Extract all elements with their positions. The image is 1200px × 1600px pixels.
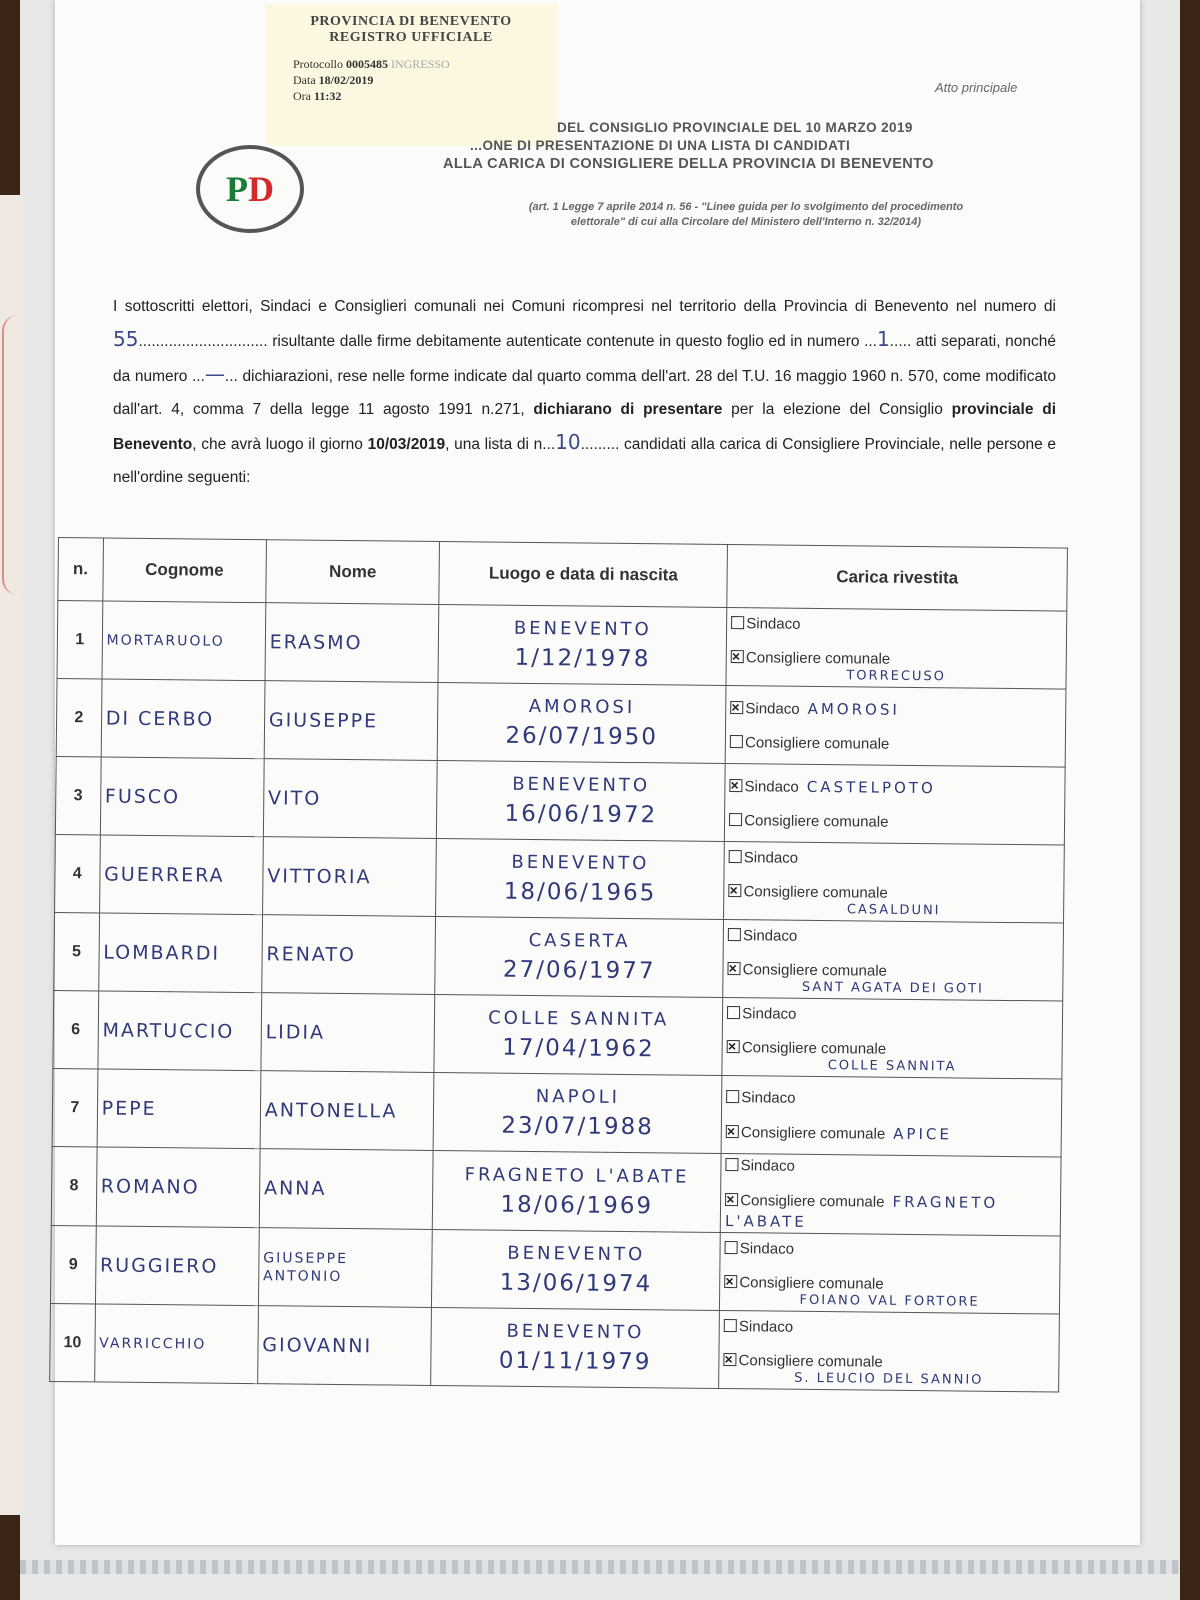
cell-n: 10 bbox=[50, 1303, 95, 1381]
comune-handwritten: AMOROSI bbox=[807, 699, 900, 719]
option-consigliere: ×Consigliere comunale bbox=[727, 1038, 1058, 1061]
consigliere-checkbox[interactable] bbox=[729, 813, 742, 826]
cell-nome: GIUSEPPE ANTONIO bbox=[258, 1228, 432, 1308]
cell-n: 6 bbox=[53, 990, 98, 1068]
party-logo: P D bbox=[196, 145, 304, 233]
table-row bbox=[57, 601, 1067, 690]
option-sindaco: Sindaco bbox=[731, 614, 1062, 637]
cell-luogo-data: BENEVENTO 1/12/1978 bbox=[438, 604, 727, 685]
sindaco-checkbox[interactable] bbox=[729, 850, 742, 863]
table-row bbox=[56, 678, 1066, 767]
comune-handwritten: COLLE SANNITA bbox=[827, 1057, 957, 1074]
cell-carica bbox=[719, 1310, 1060, 1392]
option-sindaco: Sindaco bbox=[724, 1317, 1055, 1340]
cell-luogo-data: AMOROSI 26/07/1950 bbox=[438, 682, 727, 763]
cell-n: 9 bbox=[50, 1225, 95, 1303]
cell-nome: VITO bbox=[263, 759, 437, 839]
cell-luogo-data: NAPOLI 23/07/1988 bbox=[433, 1072, 722, 1153]
cell-n: 5 bbox=[54, 912, 99, 990]
cell-luogo-data: BENEVENTO 16/06/1972 bbox=[437, 760, 726, 841]
sindaco-checkbox[interactable] bbox=[726, 1090, 739, 1103]
comune-handwritten: TORRECUSO bbox=[846, 667, 947, 684]
header-line3: ALLA CARICA DI CONSIGLIERE DELLA PROVINCIA DI BENEVENTO bbox=[443, 156, 934, 172]
header-line1: DEL CONSIGLIO PROVINCIALE DEL 10 MARZO 2019 bbox=[557, 120, 913, 135]
header-n: n. bbox=[58, 538, 103, 601]
option-sindaco: Sindaco bbox=[726, 1088, 1057, 1111]
cell-cognome: GUERRERA bbox=[99, 835, 263, 915]
comune-handwritten: CASALDUNI bbox=[846, 901, 941, 918]
option-consigliere: ×Consigliere comunale bbox=[731, 648, 1062, 671]
stamp-protocollo: Protocollo 0005485 INGRESSO bbox=[293, 57, 450, 71]
cell-carica bbox=[720, 1153, 1061, 1236]
table-header-row bbox=[58, 538, 1068, 612]
stamp-line2: REGISTRO UFFICIALE bbox=[329, 30, 493, 45]
table-row bbox=[51, 1146, 1061, 1236]
cell-cognome: PEPE bbox=[97, 1069, 261, 1149]
cell-nome: ERASMO bbox=[265, 603, 439, 683]
cell-cognome: DI CERBO bbox=[101, 679, 265, 759]
option-consigliere: ×Consigliere comunale FRAGNETO L'ABATE bbox=[725, 1190, 1056, 1235]
cell-carica bbox=[723, 919, 1064, 1001]
cell-nome: LIDIA bbox=[261, 993, 435, 1073]
comune-handwritten: FRAGNETO L'ABATE bbox=[724, 1192, 999, 1231]
consigliere-checkbox[interactable] bbox=[731, 650, 744, 663]
cell-carica bbox=[726, 608, 1067, 690]
sindaco-checkbox[interactable] bbox=[725, 1241, 738, 1254]
cell-nome: GIUSEPPE bbox=[264, 681, 438, 761]
header-line2: ...ONE DI PRESENTAZIONE DI UNA LISTA DI CANDIDATI bbox=[470, 138, 851, 153]
cell-carica bbox=[725, 686, 1066, 768]
cell-carica bbox=[724, 841, 1065, 923]
sindaco-checkbox[interactable] bbox=[731, 616, 744, 629]
option-consigliere: Consigliere comunale bbox=[730, 733, 1061, 756]
table-row bbox=[50, 1225, 1060, 1314]
option-sindaco: Sindaco bbox=[729, 848, 1060, 871]
cell-carica bbox=[725, 764, 1066, 846]
cell-luogo-data: COLLE SANNITA 17/04/1962 bbox=[434, 994, 723, 1075]
consigliere-checkbox[interactable] bbox=[730, 735, 743, 748]
table-row bbox=[55, 756, 1065, 845]
comune-handwritten: CASTELPOTO bbox=[806, 777, 936, 798]
sindaco-checkbox[interactable] bbox=[730, 779, 743, 792]
cell-nome: GIOVANNI bbox=[257, 1306, 431, 1386]
header-cognome: Cognome bbox=[103, 538, 267, 603]
option-sindaco: ×Sindaco CASTELPOTO bbox=[729, 776, 1060, 800]
atto-label: Atto principale bbox=[935, 80, 1018, 95]
cell-luogo-data: FRAGNETO L'ABATE 18/06/1969 bbox=[433, 1150, 722, 1232]
cell-cognome: LOMBARDI bbox=[98, 913, 262, 993]
consigliere-checkbox[interactable] bbox=[728, 962, 741, 975]
option-consigliere: ×Consigliere comunale bbox=[728, 882, 1059, 905]
option-sindaco: ×Sindaco AMOROSI bbox=[730, 698, 1061, 722]
table-row bbox=[54, 912, 1064, 1001]
comune-handwritten: SANT AGATA DEI GOTI bbox=[801, 979, 985, 997]
cell-cognome: MORTARUOLO bbox=[102, 601, 266, 681]
cell-luogo-data: BENEVENTO 01/11/1979 bbox=[431, 1307, 720, 1388]
sindaco-checkbox[interactable] bbox=[727, 1006, 740, 1019]
cell-cognome: RUGGIERO bbox=[95, 1226, 259, 1306]
cell-n: 4 bbox=[55, 834, 100, 912]
cell-cognome: MARTUCCIO bbox=[98, 991, 262, 1071]
stamp-ora: Ora 11:32 bbox=[293, 89, 342, 103]
comune-handwritten: FOIANO VAL FORTORE bbox=[799, 1292, 980, 1310]
stamp-line1: PROVINCIA DI BENEVENTO bbox=[310, 14, 512, 29]
cell-n: 2 bbox=[56, 678, 101, 756]
cell-carica bbox=[720, 1232, 1061, 1314]
consigliere-checkbox[interactable] bbox=[724, 1275, 737, 1288]
consigliere-checkbox[interactable] bbox=[727, 1040, 740, 1053]
option-consigliere: ×Consigliere comunale bbox=[724, 1273, 1055, 1296]
cell-nome: ANNA bbox=[259, 1149, 433, 1230]
table-row bbox=[50, 1303, 1060, 1392]
sindaco-checkbox[interactable] bbox=[724, 1319, 737, 1332]
cell-nome: RENATO bbox=[262, 915, 436, 995]
cell-cognome: VARRICCHIO bbox=[94, 1304, 258, 1384]
option-consigliere: ×Consigliere comunale bbox=[723, 1351, 1054, 1374]
cell-carica bbox=[721, 1075, 1062, 1157]
table-row bbox=[55, 834, 1065, 923]
sleeve-edge bbox=[20, 1560, 1180, 1574]
stamp-data: Data 18/02/2019 bbox=[293, 73, 374, 87]
cell-cognome: FUSCO bbox=[100, 757, 264, 837]
consigliere-checkbox[interactable] bbox=[724, 1353, 737, 1366]
candidates-table bbox=[49, 537, 1068, 1393]
consigliere-checkbox[interactable] bbox=[725, 1193, 738, 1206]
cell-n: 8 bbox=[51, 1146, 96, 1225]
cell-luogo-data: BENEVENTO 18/06/1965 bbox=[436, 838, 725, 919]
option-consigliere: ×Consigliere comunale APICE bbox=[726, 1122, 1057, 1146]
cell-luogo-data: BENEVENTO 13/06/1974 bbox=[432, 1229, 721, 1310]
protocol-stamp bbox=[265, 4, 557, 146]
header-luogo: Luogo e data di nascita bbox=[439, 541, 727, 607]
option-consigliere: Consigliere comunale bbox=[729, 811, 1060, 834]
cell-n: 3 bbox=[55, 756, 100, 834]
consigliere-checkbox[interactable] bbox=[726, 1125, 739, 1138]
declaration-text: I sottoscritti elettori, Sindaci e Consiglieri comunali nei Comuni ricompresi nel territorio della Provincia di Benevento nel numero di 55.............................. risultante dalle firme debitamente autenticate contenute in questo foglio ed in numero ...1..... atti separati, nonché da numero ...—... dichiarazioni, rese nelle forme indicate dal quarto comma dell'art. 28 del T.U. 16 maggio 1960 n. 570, come modificato dall'art. 4, comma 7 della legge 11 agosto 1991 n.271, dichiarano di presentare per la elezione del Consiglio provinciale di Benevento, che avrà luogo il giorno 10/03/2019, una lista di n...10......... candidati alla carica di Consigliere Provinciale, nelle persone e nell'ordine seguenti: bbox=[113, 298, 1057, 486]
sindaco-checkbox[interactable] bbox=[730, 701, 743, 714]
option-sindaco: Sindaco bbox=[725, 1239, 1056, 1262]
comune-handwritten: APICE bbox=[893, 1124, 952, 1144]
option-consigliere: ×Consigliere comunale bbox=[728, 960, 1059, 983]
header-carica: Carica rivestita bbox=[727, 545, 1067, 612]
sindaco-checkbox[interactable] bbox=[726, 1158, 739, 1171]
sindaco-checkbox[interactable] bbox=[728, 928, 741, 941]
header-note: (art. 1 Legge 7 aprile 2014 n. 56 - "Linee guida per lo svolgimento del procedimento elettorale" di cui alla Circolare del Ministero dell'Interno n. 32/2014) bbox=[528, 201, 964, 228]
cell-carica bbox=[722, 997, 1063, 1079]
cell-nome: ANTONELLA bbox=[260, 1071, 434, 1151]
option-sindaco: Sindaco bbox=[728, 926, 1059, 949]
table-row bbox=[53, 990, 1063, 1079]
cell-n: 1 bbox=[57, 601, 102, 679]
header-nome: Nome bbox=[266, 540, 440, 605]
option-sindaco: Sindaco bbox=[727, 1004, 1058, 1027]
comune-handwritten: S. LEUCIO DEL SANNIO bbox=[794, 1370, 984, 1388]
table-row bbox=[52, 1068, 1062, 1157]
cell-luogo-data: CASERTA 27/06/1977 bbox=[435, 916, 724, 997]
cell-nome: VITTORIA bbox=[262, 837, 436, 917]
cell-n: 7 bbox=[52, 1068, 97, 1146]
option-sindaco: Sindaco bbox=[726, 1156, 1057, 1179]
consigliere-checkbox[interactable] bbox=[728, 884, 741, 897]
cell-cognome: ROMANO bbox=[96, 1147, 260, 1228]
